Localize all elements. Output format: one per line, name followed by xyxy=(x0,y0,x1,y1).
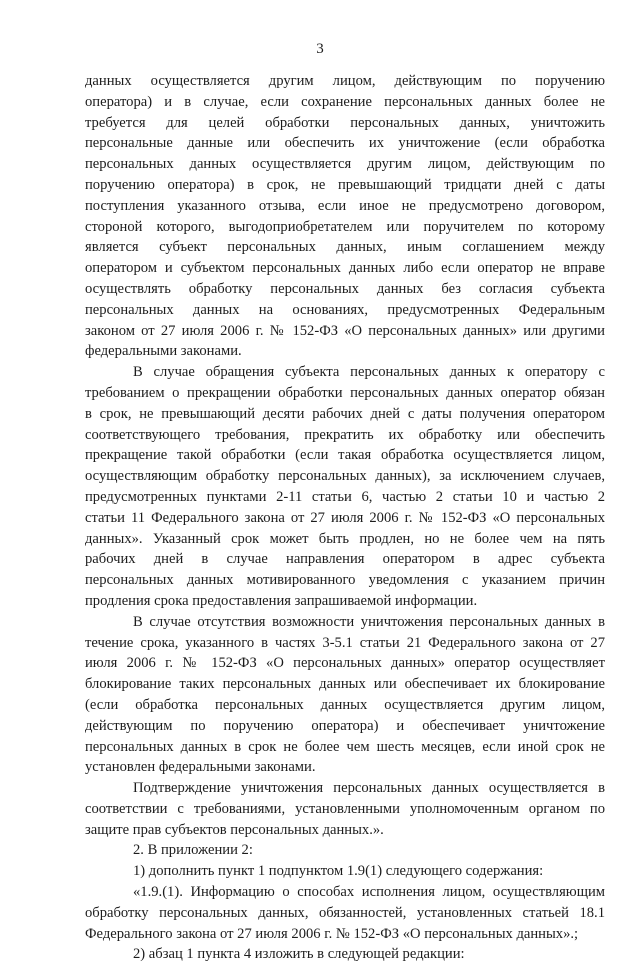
text-line: статьи 11 Федерального закона от 27 июля 2006 г. № 152-ФЗ «О персональных xyxy=(85,509,605,526)
text-line: персональные данные или обеспечить их уничтожение (если обработка xyxy=(85,135,605,152)
text-line: Федерального закона от 27 июля 2006 г. № 152-ФЗ «О персональных данных».; xyxy=(85,925,579,942)
text-line: блокирование таких персональных данных или обеспечивает их блокирование xyxy=(85,676,605,693)
text-line: оператором и субъектом персональных данных либо если оператор не вправе xyxy=(85,260,605,277)
text-line: июля 2006 г. № 152-ФЗ «О персональных данных» оператор осуществляет xyxy=(85,655,605,672)
text-line: действующим по поручению оператора) и обеспечивает уничтожение xyxy=(85,717,605,734)
document-body xyxy=(85,71,605,965)
text-line: в срок, не превышающий десяти рабочих дней с даты получения оператором xyxy=(85,405,605,422)
text-line: 2) абзац 1 пункта 4 изложить в следующей редакции: xyxy=(133,946,465,963)
text-line: «1.9.(1). Информацию о способах исполнения лицом, осуществляющим xyxy=(133,884,605,901)
text-line: осуществляющим обработку персональных данных), за исключением случаев, xyxy=(85,468,605,485)
text-line: законом от 27 июля 2006 г. № 152-ФЗ «О персональных данных» или другими xyxy=(85,322,605,339)
text-line: оператора) и в случае, если сохранение персональных данных более не xyxy=(85,93,605,110)
text-line: В случае обращения субъекта персональных данных к оператору с xyxy=(133,364,605,381)
text-line: 1) дополнить пункт 1 подпунктом 1.9(1) следующего содержания: xyxy=(133,863,544,880)
text-line: обработку персональных данных, обязанностей, установленных статьей 18.1 xyxy=(85,904,605,921)
text-line: защите прав субъектов персональных данных.». xyxy=(85,821,384,838)
text-line: 2. В приложении 2: xyxy=(133,842,253,859)
text-line: В случае отсутствия возможности уничтожения персональных данных в xyxy=(133,613,605,630)
text-line: рабочих дней в случае направления оператором в адрес субъекта xyxy=(85,551,605,568)
text-line: федеральными законами. xyxy=(85,343,242,360)
text-line: стороной которого, выгодоприобретателем или поручителем по которому xyxy=(85,218,605,235)
text-line: установлен федеральными законами. xyxy=(85,759,316,776)
text-line: требованием о прекращении обработки персональных данных оператор обязан xyxy=(85,384,605,401)
page-number: 3 xyxy=(316,41,324,57)
text-line: персональных данных в срок не более чем шесть месяцев, если иной срок не xyxy=(85,738,605,755)
text-line: продления срока предоставления запрашиваемой информации. xyxy=(85,592,478,609)
text-line: предусмотренных пунктами 2-11 статьи 6, частью 2 статьи 10 и частью 2 xyxy=(85,488,605,505)
text-line: Подтверждение уничтожения персональных данных осуществляется в xyxy=(133,780,605,797)
text-line: персональных данных осуществляется другим лицом, действующим по xyxy=(85,156,605,173)
text-line: является субъект персональных данных, иным соглашением между xyxy=(85,239,605,256)
text-line: (если обработка персональных данных осуществляется другим лицом, xyxy=(85,696,605,713)
text-line: соответствующего требования, прекратить их обработку или обеспечить xyxy=(85,426,605,443)
text-line: поручению оператора) в срок, не превышающий тридцати дней с даты xyxy=(85,176,605,193)
text-line: поступления указанного отзыва, если иное не предусмотрено договором, xyxy=(85,197,605,214)
text-line: требуется для целей обработки персональных данных, уничтожить xyxy=(85,114,605,131)
text-line: персональных данных мотивированного уведомления с указанием причин xyxy=(85,572,605,589)
text-line: течение срока, указанного в частях 3-5.1 статьи 21 Федерального закона от 27 xyxy=(85,634,605,651)
text-line: соответствии с требованиями, установленными уполномоченным органом по xyxy=(85,800,605,817)
text-line: осуществлять обработку персональных данных без согласия субъекта xyxy=(85,280,605,297)
text-line: прекращение такой обработки (если такая обработка осуществляется лицом, xyxy=(85,447,605,464)
text-line: персональных данных на основаниях, предусмотренных Федеральным xyxy=(85,301,605,318)
text-line: данных». Указанный срок может быть продлен, но не более чем на пять xyxy=(85,530,605,547)
text-line: данных осуществляется другим лицом, действующим по поручению xyxy=(85,73,605,89)
